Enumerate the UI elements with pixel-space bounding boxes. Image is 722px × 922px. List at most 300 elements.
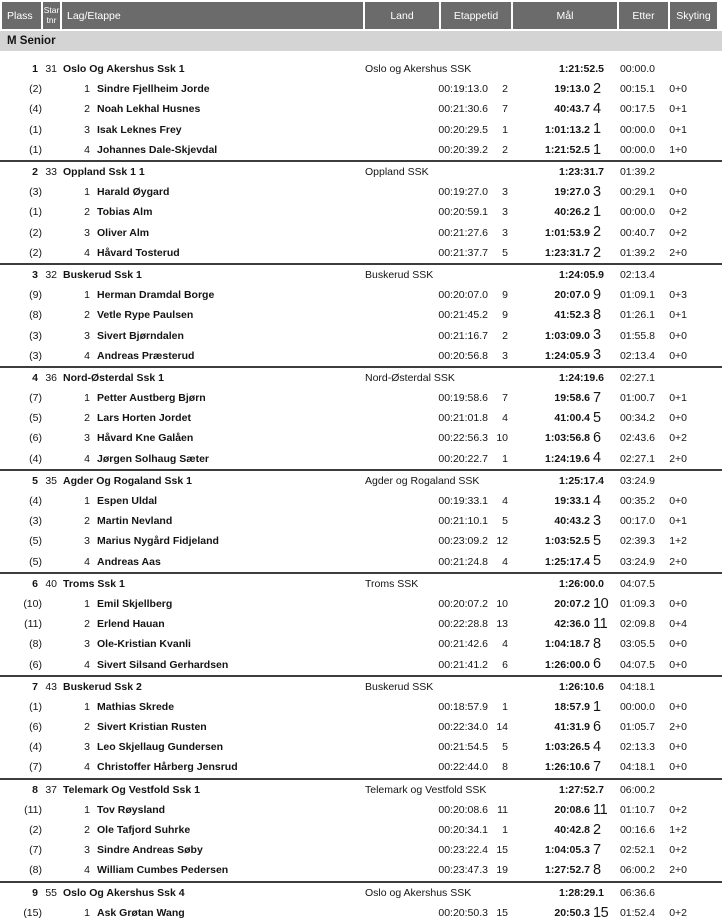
leg-time-rank: 12 [496,535,508,548]
team-total-time: 1:25:17.4 [559,474,604,487]
leg-place: (2) [29,246,42,259]
team-name: Oslo Og Akershus Ssk 4 [63,886,185,899]
cumulative-rank: 3 [593,327,601,344]
leg-place: (5) [29,412,42,425]
leg-number: 3 [84,123,90,136]
leg-time: 00:23:09.2 [438,535,488,548]
team-start-number: 37 [45,783,57,796]
cumulative-rank: 10 [593,595,609,612]
leg-place: (3) [29,349,42,362]
leg-row [0,202,722,222]
shooting-score: 0+1 [669,392,687,405]
cumulative-rank: 7 [593,841,601,858]
cumulative-time: 19:33.1 [554,495,590,508]
cumulative-time: 18:57.9 [554,700,590,713]
leg-place: (8) [29,309,42,322]
athlete-name: Petter Austberg Bjørn [97,392,206,405]
leg-number: 1 [84,83,90,96]
time-behind: 02:13.4 [619,349,655,362]
leg-place: (3) [29,329,42,342]
leg-row [0,552,722,572]
leg-row [0,182,722,202]
time-behind: 00:15.1 [619,83,655,96]
athlete-name: Erlend Hauan [97,618,165,631]
athlete-name: Oliver Alm [97,226,150,239]
team-total-time: 1:24:05.9 [559,268,604,281]
leg-time-rank: 13 [496,618,508,631]
leg-number: 2 [84,721,90,734]
shooting-score: 0+2 [669,206,687,219]
leg-place: (7) [29,761,42,774]
team-summary-row [0,677,722,697]
shooting-score: 0+0 [669,700,687,713]
leg-time-rank: 15 [496,844,508,857]
leg-row [0,511,722,531]
leg-time-rank: 10 [496,432,508,445]
leg-row [0,223,722,243]
time-behind: 04:18.1 [619,761,655,774]
shooting-score: 0+0 [669,495,687,508]
leg-number: 1 [84,186,90,199]
leg-time: 00:21:30.6 [438,103,488,116]
leg-time-rank: 10 [496,597,508,610]
shooting-score: 2+0 [669,555,687,568]
leg-time: 00:21:42.6 [438,638,488,651]
leg-place: (1) [29,143,42,156]
shooting-score: 1+2 [669,535,687,548]
shooting-score: 1+0 [669,143,687,156]
leg-place: (2) [29,824,42,837]
cumulative-rank: 7 [593,759,601,776]
leg-time: 00:19:13.0 [438,83,488,96]
leg-time: 00:21:41.2 [438,658,488,671]
time-behind: 01:26.1 [619,309,655,322]
cumulative-rank: 5 [593,553,601,570]
leg-place: (1) [29,700,42,713]
leg-place: (5) [29,555,42,568]
time-behind: 02:09.8 [619,618,655,631]
team-block [0,778,722,881]
time-behind: 06:00.2 [619,864,655,877]
athlete-name: Lars Horten Jordet [97,412,191,425]
time-behind: 00:00.0 [619,700,655,713]
leg-row [0,346,722,366]
leg-time: 00:19:27.0 [438,186,488,199]
leg-place: (8) [29,864,42,877]
leg-time: 00:21:16.7 [438,329,488,342]
leg-place: (11) [24,803,42,816]
time-behind: 00:00.0 [619,123,655,136]
leg-time: 00:20:07.2 [438,597,488,610]
cumulative-time: 19:27.0 [554,186,590,199]
leg-place: (6) [29,432,42,445]
col-header-lag-etappe: Lag/Etappe [62,2,363,29]
class-section-header: M Senior [0,31,722,51]
shooting-score: 0+1 [669,103,687,116]
leg-number: 3 [84,535,90,548]
leg-row [0,305,722,325]
cumulative-rank: 4 [593,492,601,509]
cumulative-time: 19:13.0 [554,83,590,96]
time-behind: 00:34.2 [619,412,655,425]
team-time-behind: 01:39.2 [619,166,655,179]
leg-time-rank: 5 [502,515,508,528]
cumulative-time: 1:25:17.4 [545,555,590,568]
athlete-name: Marius Nygård Fidjeland [97,535,219,548]
team-time-behind: 04:18.1 [619,680,655,693]
leg-number: 1 [84,906,90,919]
leg-number: 4 [84,143,90,156]
leg-place: (4) [29,452,42,465]
team-name: Agder Og Rogaland Ssk 1 [63,474,192,487]
leg-time-rank: 11 [497,803,508,816]
leg-time-rank: 1 [502,452,508,465]
cumulative-rank: 1 [593,121,601,138]
team-land: Troms SSK [365,577,419,590]
cumulative-time: 1:04:18.7 [545,638,590,651]
time-behind: 00:40.7 [619,226,655,239]
team-start-number: 43 [45,680,57,693]
time-behind: 00:29.1 [619,186,655,199]
team-time-behind: 06:36.6 [619,886,655,899]
leg-time-rank: 2 [502,329,508,342]
leg-place: (1) [29,123,42,136]
leg-row [0,140,722,160]
time-behind: 03:24.9 [619,555,655,568]
athlete-name: Martin Nevland [97,515,173,528]
time-behind: 03:05.5 [619,638,655,651]
leg-time-rank: 1 [502,824,508,837]
leg-row [0,697,722,717]
time-behind: 01:52.4 [619,906,655,919]
shooting-score: 0+0 [669,412,687,425]
col-header-plass: Plass [2,2,41,29]
team-start-number: 33 [45,166,57,179]
athlete-name: Espen Uldal [97,495,158,508]
team-total-time: 1:26:10.6 [559,680,604,693]
shooting-score: 0+0 [669,329,687,342]
leg-number: 2 [84,515,90,528]
cumulative-time: 40:42.8 [554,824,590,837]
leg-place: (7) [29,844,42,857]
athlete-name: Emil Skjellberg [97,597,173,610]
cumulative-rank: 9 [593,286,601,303]
shooting-score: 2+0 [669,452,687,465]
cumulative-rank: 4 [593,739,601,756]
athlete-name: Andreas Aas [97,555,161,568]
shooting-score: 0+3 [669,289,687,302]
leg-row [0,449,722,469]
leg-time-rank: 2 [502,83,508,96]
leg-time: 00:22:56.3 [438,432,488,445]
leg-row [0,388,722,408]
team-name: Oslo Og Akershus Ssk 1 [63,63,185,76]
time-behind: 02:43.6 [619,432,655,445]
cumulative-time: 41:00.4 [554,412,590,425]
leg-place: (5) [29,535,42,548]
athlete-name: Sivert Silsand Gerhardsen [97,658,229,671]
team-block [0,572,722,675]
team-name: Troms Ssk 1 [63,577,125,590]
athlete-name: Leo Skjellaug Gundersen [97,741,224,754]
team-block [0,366,722,469]
time-behind: 00:17.0 [619,515,655,528]
shooting-score: 0+0 [669,658,687,671]
leg-time-rank: 4 [502,555,508,568]
time-behind: 01:05.7 [619,721,655,734]
cumulative-time: 1:23:31.7 [545,246,590,259]
cumulative-rank: 3 [593,512,601,529]
leg-time-rank: 5 [502,246,508,259]
leg-row [0,820,722,840]
leg-time: 00:21:54.5 [438,741,488,754]
time-behind: 00:17.5 [619,103,655,116]
leg-time-rank: 3 [502,349,508,362]
shooting-score: 0+1 [669,515,687,528]
leg-row [0,757,722,777]
cumulative-time: 1:03:52.5 [545,535,590,548]
cumulative-rank: 4 [593,101,601,118]
shooting-score: 0+0 [669,349,687,362]
leg-place: (6) [29,721,42,734]
leg-time-rank: 3 [502,206,508,219]
team-place: 1 [32,63,38,76]
time-behind: 01:00.7 [619,392,655,405]
leg-time: 00:21:45.2 [438,309,488,322]
cumulative-rank: 1 [593,204,601,221]
athlete-name: Vetle Rype Paulsen [97,309,194,322]
leg-row [0,491,722,511]
leg-number: 2 [84,206,90,219]
athlete-name: Johannes Dale-Skjevdal [97,143,218,156]
shooting-score: 2+0 [669,246,687,259]
leg-time: 00:23:47.3 [438,864,488,877]
leg-number: 2 [84,824,90,837]
cumulative-time: 1:01:13.2 [545,123,590,136]
team-total-time: 1:21:52.5 [559,63,604,76]
leg-time-rank: 7 [502,392,508,405]
cumulative-time: 20:07.0 [554,289,590,302]
leg-number: 1 [84,289,90,302]
cumulative-rank: 6 [593,430,601,447]
leg-place: (2) [29,226,42,239]
leg-time: 00:19:33.1 [438,495,488,508]
team-land: Buskerud SSK [365,268,434,281]
team-start-number: 31 [45,63,57,76]
cumulative-rank: 2 [593,244,601,261]
leg-place: (3) [29,515,42,528]
team-name: Nord-Østerdal Ssk 1 [63,371,164,384]
team-total-time: 1:26:00.0 [559,577,604,590]
leg-place: (9) [29,289,42,302]
shooting-score: 2+0 [669,721,687,734]
leg-row [0,243,722,263]
time-behind: 00:16.6 [619,824,655,837]
team-block [0,675,722,778]
athlete-name: Isak Leknes Frey [97,123,182,136]
leg-time: 00:20:56.8 [438,349,488,362]
leg-time-rank: 19 [496,864,508,877]
col-header-startnr-line1: Star [43,5,60,16]
cumulative-rank: 11 [593,801,608,818]
leg-row [0,428,722,448]
team-block [0,160,722,263]
leg-time: 00:21:27.6 [438,226,488,239]
team-place: 2 [32,166,38,179]
team-land: Agder og Rogaland SSK [365,474,480,487]
leg-row [0,285,722,305]
leg-time: 00:20:50.3 [438,906,488,919]
shooting-score: 0+2 [669,803,687,816]
leg-number: 3 [84,844,90,857]
athlete-name: Noah Lekhal Husnes [97,103,201,116]
col-header-etappetid: Etappetid [441,2,511,29]
cumulative-rank: 8 [593,862,601,879]
cumulative-time: 1:03:56.8 [545,432,590,445]
team-land: Oslo og Akershus SSK [365,886,472,899]
shooting-score: 0+2 [669,844,687,857]
team-start-number: 40 [45,577,57,590]
cumulative-rank: 1 [593,141,601,158]
leg-number: 1 [84,495,90,508]
leg-time-rank: 6 [502,658,508,671]
cumulative-time: 1:03:09.0 [545,329,590,342]
leg-row [0,800,722,820]
cumulative-rank: 3 [593,183,601,200]
team-time-behind: 02:27.1 [619,371,655,384]
leg-row [0,325,722,345]
leg-number: 3 [84,226,90,239]
leg-number: 3 [84,432,90,445]
team-place: 9 [32,886,38,899]
athlete-name: Sivert Kristian Rusten [97,721,207,734]
leg-time-rank: 9 [502,309,508,322]
leg-row [0,408,722,428]
shooting-score: 0+1 [669,123,687,136]
col-header-startnr [43,2,60,29]
cumulative-rank: 4 [593,450,601,467]
athlete-name: Ole-Kristian Kvanli [97,638,191,651]
cumulative-time: 42:36.0 [554,618,590,631]
leg-time: 00:21:01.8 [438,412,488,425]
team-land: Telemark og Vestfold SSK [365,783,487,796]
athlete-name: Håvard Tosterud [97,246,180,259]
leg-time-rank: 7 [502,103,508,116]
leg-time-rank: 15 [496,906,508,919]
shooting-score: 1+2 [669,824,687,837]
team-place: 6 [32,577,38,590]
leg-row [0,717,722,737]
cumulative-rank: 2 [593,81,601,98]
team-summary-row [0,471,722,491]
team-total-time: 1:24:19.6 [559,371,604,384]
team-block [0,59,722,160]
leg-number: 4 [84,658,90,671]
cumulative-time: 20:07.2 [554,597,590,610]
cumulative-rank: 5 [593,410,601,427]
col-header-startnr-line2: tnr [46,14,57,25]
shooting-score: 0+0 [669,761,687,774]
time-behind: 01:09.3 [619,597,655,610]
leg-time: 00:22:34.0 [438,721,488,734]
athlete-name: Sindre Fjellheim Jorde [97,83,210,96]
leg-time: 00:19:58.6 [438,392,488,405]
shooting-score: 0+0 [669,597,687,610]
leg-time: 00:20:22.7 [438,452,488,465]
leg-row [0,79,722,99]
leg-number: 2 [84,309,90,322]
shooting-score: 0+1 [669,309,687,322]
team-total-time: 1:23:31.7 [559,166,604,179]
leg-time: 00:21:24.8 [438,555,488,568]
leg-place: (1) [29,206,42,219]
leg-row [0,903,722,922]
leg-number: 3 [84,329,90,342]
col-header-maal: Mål [513,2,617,29]
leg-row [0,860,722,880]
leg-time: 00:21:37.7 [438,246,488,259]
leg-number: 2 [84,412,90,425]
team-land: Oslo og Akershus SSK [365,63,472,76]
team-block [0,263,722,366]
team-total-time: 1:28:29.1 [559,886,604,899]
athlete-name: Tov Røysland [97,803,166,816]
leg-place: (4) [29,495,42,508]
shooting-score: 0+0 [669,638,687,651]
team-name: Telemark Og Vestfold Ssk 1 [63,783,200,796]
leg-place: (4) [29,741,42,754]
leg-number: 1 [84,392,90,405]
cumulative-time: 1:03:26.5 [545,741,590,754]
team-time-behind: 06:00.2 [619,783,655,796]
leg-time-rank: 8 [502,761,508,774]
leg-place: (11) [24,618,42,631]
cumulative-time: 20:08.6 [554,803,590,816]
athlete-name: Ole Tafjord Suhrke [97,824,191,837]
leg-place: (15) [23,906,42,919]
leg-number: 1 [84,700,90,713]
team-land: Buskerud SSK [365,680,434,693]
leg-time-rank: 9 [502,289,508,302]
leg-time: 00:23:22.4 [438,844,488,857]
team-summary-row [0,59,722,79]
athlete-name: Ask Grøtan Wang [97,906,185,919]
leg-time: 00:18:57.9 [438,700,488,713]
team-land: Nord-Østerdal SSK [365,371,455,384]
team-summary-row [0,574,722,594]
athlete-name: Andreas Præsterud [97,349,195,362]
cumulative-time: 1:26:10.6 [545,761,590,774]
leg-row [0,594,722,614]
cumulative-time: 40:43.2 [554,515,590,528]
leg-number: 3 [84,741,90,754]
leg-time: 00:20:29.5 [438,123,488,136]
team-summary-row [0,780,722,800]
cumulative-time: 41:31.9 [554,721,590,734]
leg-time-rank: 1 [502,700,508,713]
shooting-score: 0+2 [669,226,687,239]
col-header-land: Land [365,2,439,29]
team-land: Oppland SSK [365,166,429,179]
leg-time-rank: 3 [502,226,508,239]
shooting-score: 0+0 [669,83,687,96]
cumulative-time: 40:43.7 [554,103,590,116]
leg-number: 3 [84,638,90,651]
leg-number: 4 [84,761,90,774]
time-behind: 02:52.1 [619,844,655,857]
team-place: 4 [32,371,38,384]
time-behind: 01:10.7 [619,803,655,816]
